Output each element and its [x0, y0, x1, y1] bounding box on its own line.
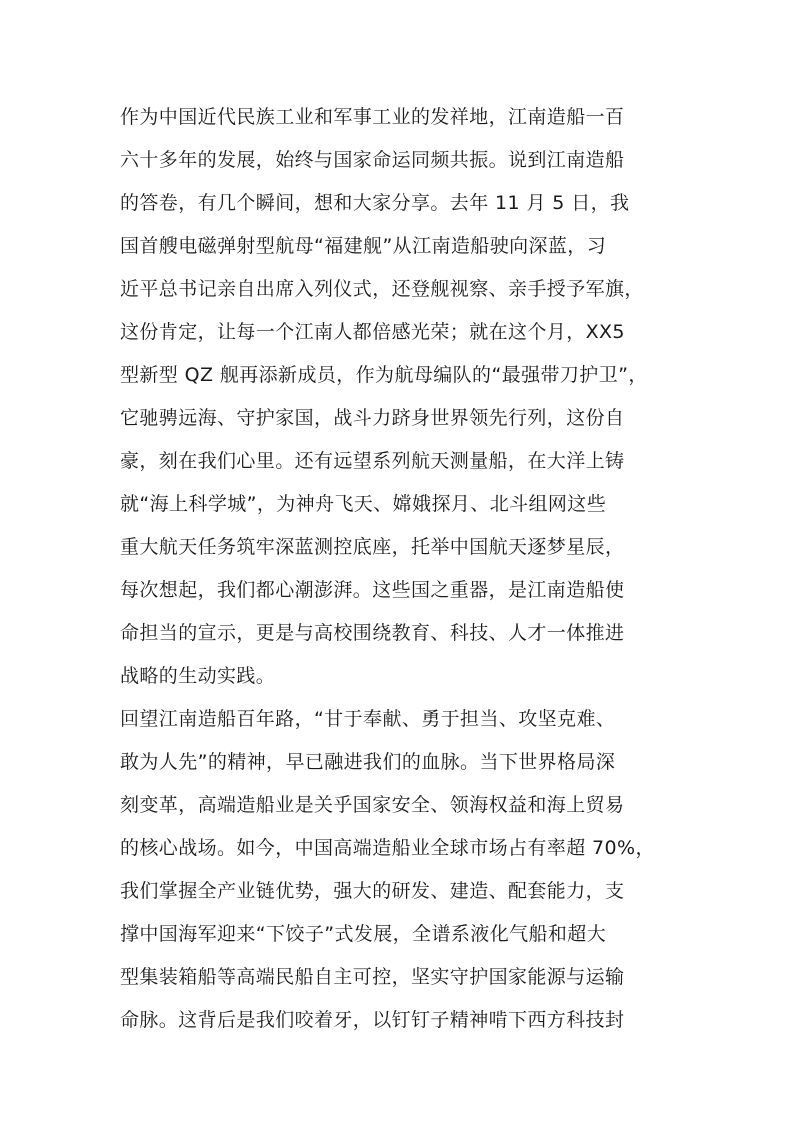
text-line: 命脉。这背后是我们咬着牙，以钉钉子精神啃下西方科技封 — [120, 1009, 625, 1031]
text-line: 重大航天任务筑牢深蓝测控底座，托举中国航天逐梦星辰， — [120, 536, 625, 558]
text-line: 它驰骋远海、守护家国，战斗力跻身世界领先行列，这份自 — [120, 407, 625, 429]
text-line: 的核心战场。如今，中国高端造船业全球市场占有率超 70%， — [120, 837, 655, 859]
text-line: 这份肯定，让每一个江南人都倍感光荣；就在这个月，XX5 — [120, 321, 625, 343]
text-line: 刻变革，高端造船业是关乎国家安全、领海权益和海上贸易 — [120, 794, 625, 816]
text-line: 豪，刻在我们心里。还有远望系列航天测量船，在大洋上铸 — [120, 450, 625, 472]
text-line: 作为中国近代民族工业和军事工业的发祥地，江南造船一百 — [120, 106, 625, 128]
text-line: 战略的生动实践。 — [120, 665, 276, 687]
text-line: 型集装箱船等高端民船自主可控，坚实守护国家能源与运输 — [120, 966, 625, 988]
text-line: 就“海上科学城”，为神舟飞天、嫦娥探月、北斗组网这些 — [120, 493, 607, 515]
text-line: 命担当的宣示，更是与高校围绕教育、科技、人才一体推进 — [120, 622, 625, 644]
text-line: 近平总书记亲自出席入列仪式，还登舰视察、亲手授予军旗， — [120, 278, 644, 300]
text-line: 每次想起，我们都心潮澎湃。这些国之重器，是江南造船使 — [120, 579, 625, 601]
text-line: 撑中国海军迎来“下饺子”式发展，全谱系液化气船和超大 — [120, 923, 607, 945]
text-line: 我们掌握全产业链优势，强大的研发、建造、配套能力，支 — [120, 880, 625, 902]
text-line: 国首艘电磁弹射型航母“福建舰”从江南造船驶向深蓝，习 — [120, 235, 607, 257]
text-line: 回望江南造船百年路，“甘于奉献、勇于担当、攻坚克难、 — [120, 708, 616, 730]
text-line: 敢为人先”的精神，早已融进我们的血脉。当下世界格局深 — [120, 751, 616, 773]
text-line: 的答卷，有几个瞬间，想和大家分享。去年 11 月 5 日，我 — [120, 192, 630, 214]
text-line: 六十多年的发展，始终与国家命运同频共振。说到江南造船 — [120, 149, 625, 171]
text-line: 型新型 QZ 舰再添新成员，作为航母编队的“最强带刀护卫”， — [120, 364, 648, 386]
